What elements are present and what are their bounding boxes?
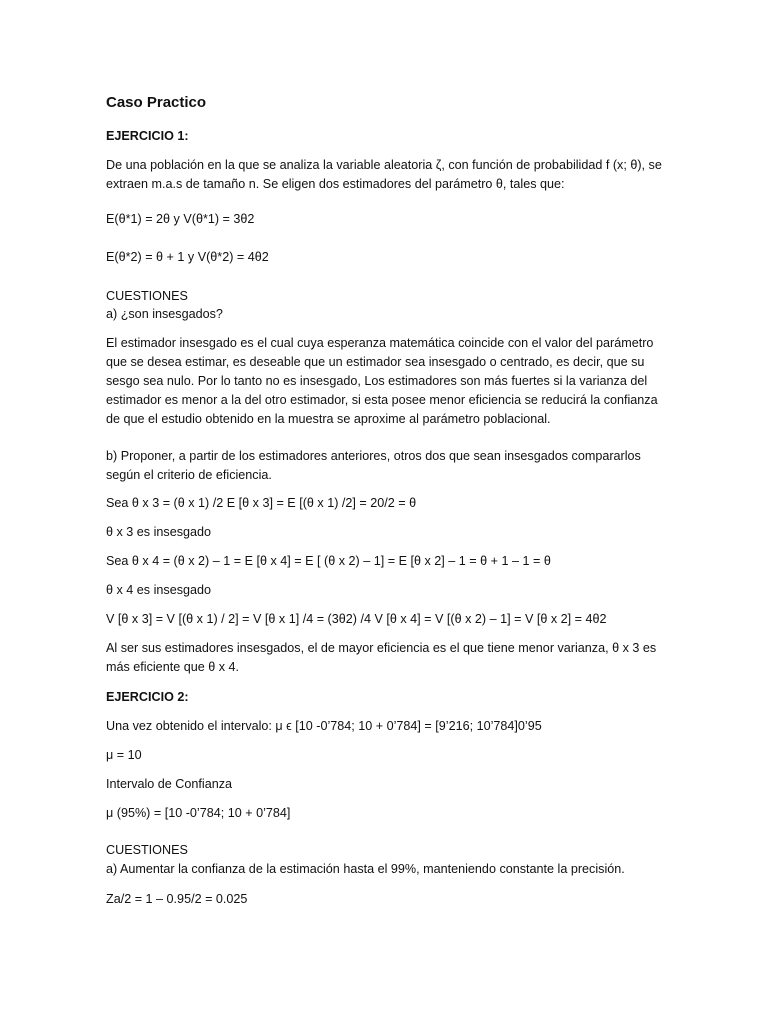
mu-value: μ = 10	[106, 748, 142, 762]
answer-a-line-3: sesgo sea nulo. Por lo tanto no es insesgado, Los estimadores son más fuertes si la varianza del	[106, 374, 648, 388]
interval-text: Una vez obtenido el intervalo: μ ϵ [10 -0’784; 10 + 0’784] = [9’216; 10’784]0’95	[106, 719, 542, 733]
interval-value: μ (95%) = [10 -0’784; 10 + 0’784]	[106, 806, 291, 820]
answer-a-line-5: de que el estudio obtenido en la muestra se aproxime al parámetro poblacional.	[106, 412, 551, 426]
theta3-result: θ x 3 es insesgado	[106, 525, 212, 539]
estimator-1-equation: E(θ*1) = 2θ y V(θ*1) = 3θ2	[106, 212, 255, 226]
ejercicio2-heading: EJERCICIO 2:	[106, 690, 189, 704]
za-equation: Za/2 = 1 – 0.95/2 = 0.025	[106, 892, 248, 906]
variance-equation: V [θ x 3] = V [(θ x 1) / 2] = V [θ x 1] /4 = (3θ2) /4 V [θ x 4] = V [(θ x 2) – 1] = V [θ x 2] = 4θ2	[106, 612, 607, 626]
cuestiones-heading-1: CUESTIONES	[106, 289, 188, 303]
equation-theta3: Sea θ x 3 = (θ x 1) /2 E [θ x 3] = E [(θ x 1) /2] = 20/2 = θ	[106, 496, 417, 510]
estimator-2-equation: E(θ*2) = θ + 1 y V(θ*2) = 4θ2	[106, 250, 269, 264]
question-a-1: a) ¿son insesgados?	[106, 307, 223, 321]
answer-a-line-2: que se desea estimar, es deseable que un estimador sea insesgado o centrado, es decir, que su	[106, 355, 645, 369]
ejercicio1-heading: EJERCICIO 1:	[106, 129, 189, 143]
intro-line-2: extraen m.a.s de tamaño n. Se eligen dos estimadores del parámetro θ, tales que:	[106, 177, 565, 191]
question-b-line-1: b) Proponer, a partir de los estimadores anteriores, otros dos que sean insesgados compararlos	[106, 449, 641, 463]
conclusion-line-1: Al ser sus estimadores insesgados, el de mayor eficiencia es el que tiene menor varianza, θ x 3 es	[106, 641, 657, 655]
question-a-2: a) Aumentar la confianza de la estimación hasta el 99%, manteniendo constante la precisión.	[106, 862, 625, 876]
interval-label: Intervalo de Confianza	[106, 777, 233, 791]
cuestiones-heading-2: CUESTIONES	[106, 843, 188, 857]
equation-theta4: Sea θ x 4 = (θ x 2) – 1 = E [θ x 4] = E [ (θ x 2) – 1] = E [θ x 2] – 1 = θ + 1 – 1 = θ	[106, 554, 551, 568]
intro-line-1: De una población en la que se analiza la variable aleatoria ζ, con función de probabilidad f (x; θ), se	[106, 158, 662, 172]
document-title: Caso Practico	[106, 94, 207, 111]
conclusion-line-2: más eficiente que θ x 4.	[106, 660, 240, 674]
theta4-result: θ x 4 es insesgado	[106, 583, 212, 597]
answer-a-line-4: estimador es menor a la del otro estimador, si esta posee menor eficiencia se reducirá la confianza	[106, 393, 658, 407]
answer-a-line-1: El estimador insesgado es el cual cuya esperanza matemática coincide con el valor del parámetro	[106, 336, 654, 350]
question-b-line-2: según el criterio de eficiencia.	[106, 468, 272, 482]
